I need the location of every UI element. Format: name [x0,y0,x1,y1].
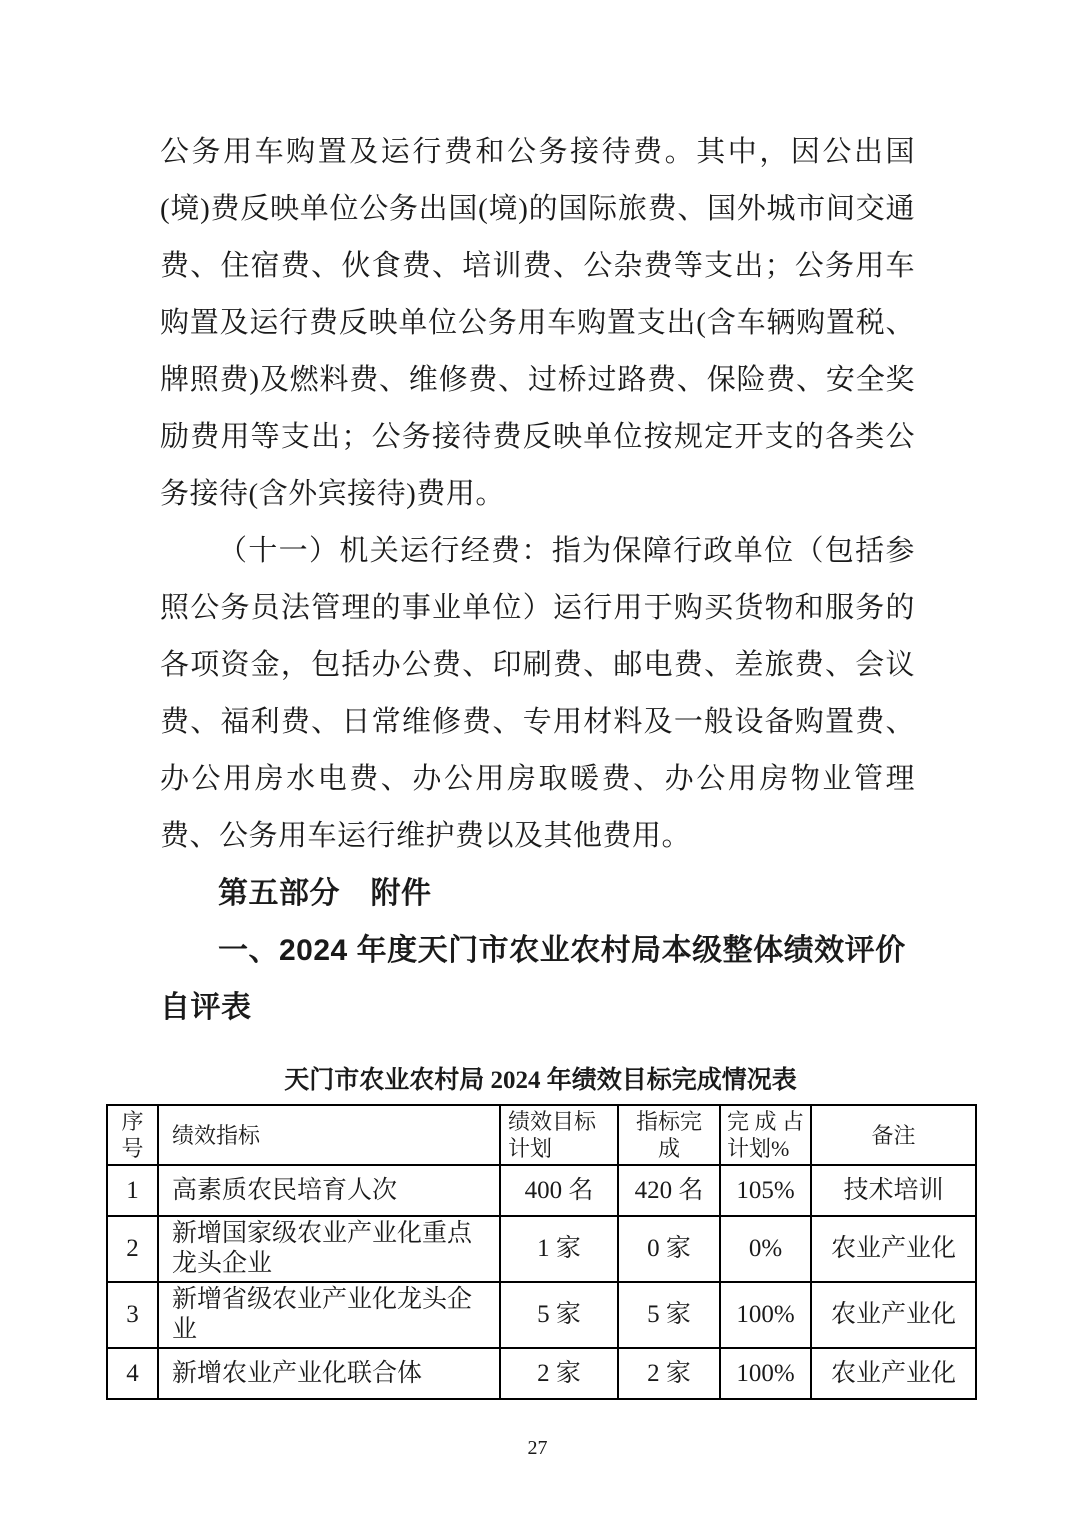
table-row [107,1165,976,1216]
table-cell: 农业产业化 [811,1282,976,1348]
performance-table [106,1104,977,1400]
table-row [107,1348,976,1399]
table-cell: 105% [720,1165,811,1216]
performance-table-head [107,1105,976,1165]
table-cell: 5 家 [618,1282,720,1348]
table-cell: 技术培训 [811,1165,976,1216]
table-cell: 100% [720,1348,811,1399]
table-row [107,1216,976,1282]
table-cell: 4 [107,1348,158,1399]
header-row [107,1105,976,1165]
table-cell: 3 [107,1282,158,1348]
table-cell: 2 家 [500,1348,618,1399]
performance-table-body [107,1165,976,1399]
table-cell: 0 家 [618,1216,720,1282]
text-block [121,124,956,1460]
table-cell: 100% [720,1282,811,1348]
page-number: 27 [527,1437,548,1459]
header-cell-indicator: 绩效指标 [158,1105,500,1165]
header-cell-remark: 备注 [811,1105,976,1165]
attachment-heading: 一、2024 年度天门市农业农村局本级整体绩效评价自评表 [160,934,906,1024]
table-cell: 新增农业产业化联合体 [158,1348,500,1399]
table-cell: 2 [107,1216,158,1282]
table-cell: 农业产业化 [811,1216,976,1282]
table-cell: 1 [107,1165,158,1216]
table-cell: 高素质农民培育人次 [158,1165,500,1216]
header-cell-target: 绩效目标计划 [500,1105,618,1165]
table-area [106,1064,975,1400]
header-cell-index: 序号 [107,1105,158,1165]
table-cell: 新增国家级农业产业化重点龙头企业 [158,1216,500,1282]
table-row [107,1282,976,1348]
header-cell-completed: 指标完成 [618,1105,720,1165]
table-title: 天门市农业农村局 2024 年绩效目标完成情况表 [284,1067,797,1094]
table-cell: 农业产业化 [811,1348,976,1399]
table-cell: 420 名 [618,1165,720,1216]
table-cell: 1 家 [500,1216,618,1282]
table-cell: 2 家 [618,1348,720,1399]
table-cell: 0% [720,1216,811,1282]
table-cell: 400 名 [500,1165,618,1216]
section-heading: 第五部分 附件 [218,877,432,910]
paragraph-expense-explanation: 公务用车购置及运行费和公务接待费。其中，因公出国(境)费反映单位公务出国(境)的国际旅费、国外城市间交通费、住宿费、伙食费、培训费、公杂费等支出；公务用车购置及运行费反映单位公务用车购置支出(含车辆购置税、牌照费)及燃料费、维修费、过桥过路费、保险费、安全奖励费用等支出；公务接待费反映单位按规定开支的各类公务接待(含外宾接待)费用。 [160,136,915,510]
table-cell: 5 家 [500,1282,618,1348]
header-cell-percent: 完成占计划% [720,1105,811,1165]
paragraph-operating-funds: （十一）机关运行经费：指为保障行政单位（包括参照公务员法管理的事业单位）运行用于购买货物和服务的各项资金，包括办公费、印刷费、邮电费、差旅费、会议费、福利费、日常维修费、专用材料及一般设备购置费、办公用房水电费、办公用房取暖费、办公用房物业管理费、公务用车运行维护费以及其他费用。 [160,535,915,852]
table-cell: 新增省级农业产业化龙头企业 [158,1282,500,1348]
